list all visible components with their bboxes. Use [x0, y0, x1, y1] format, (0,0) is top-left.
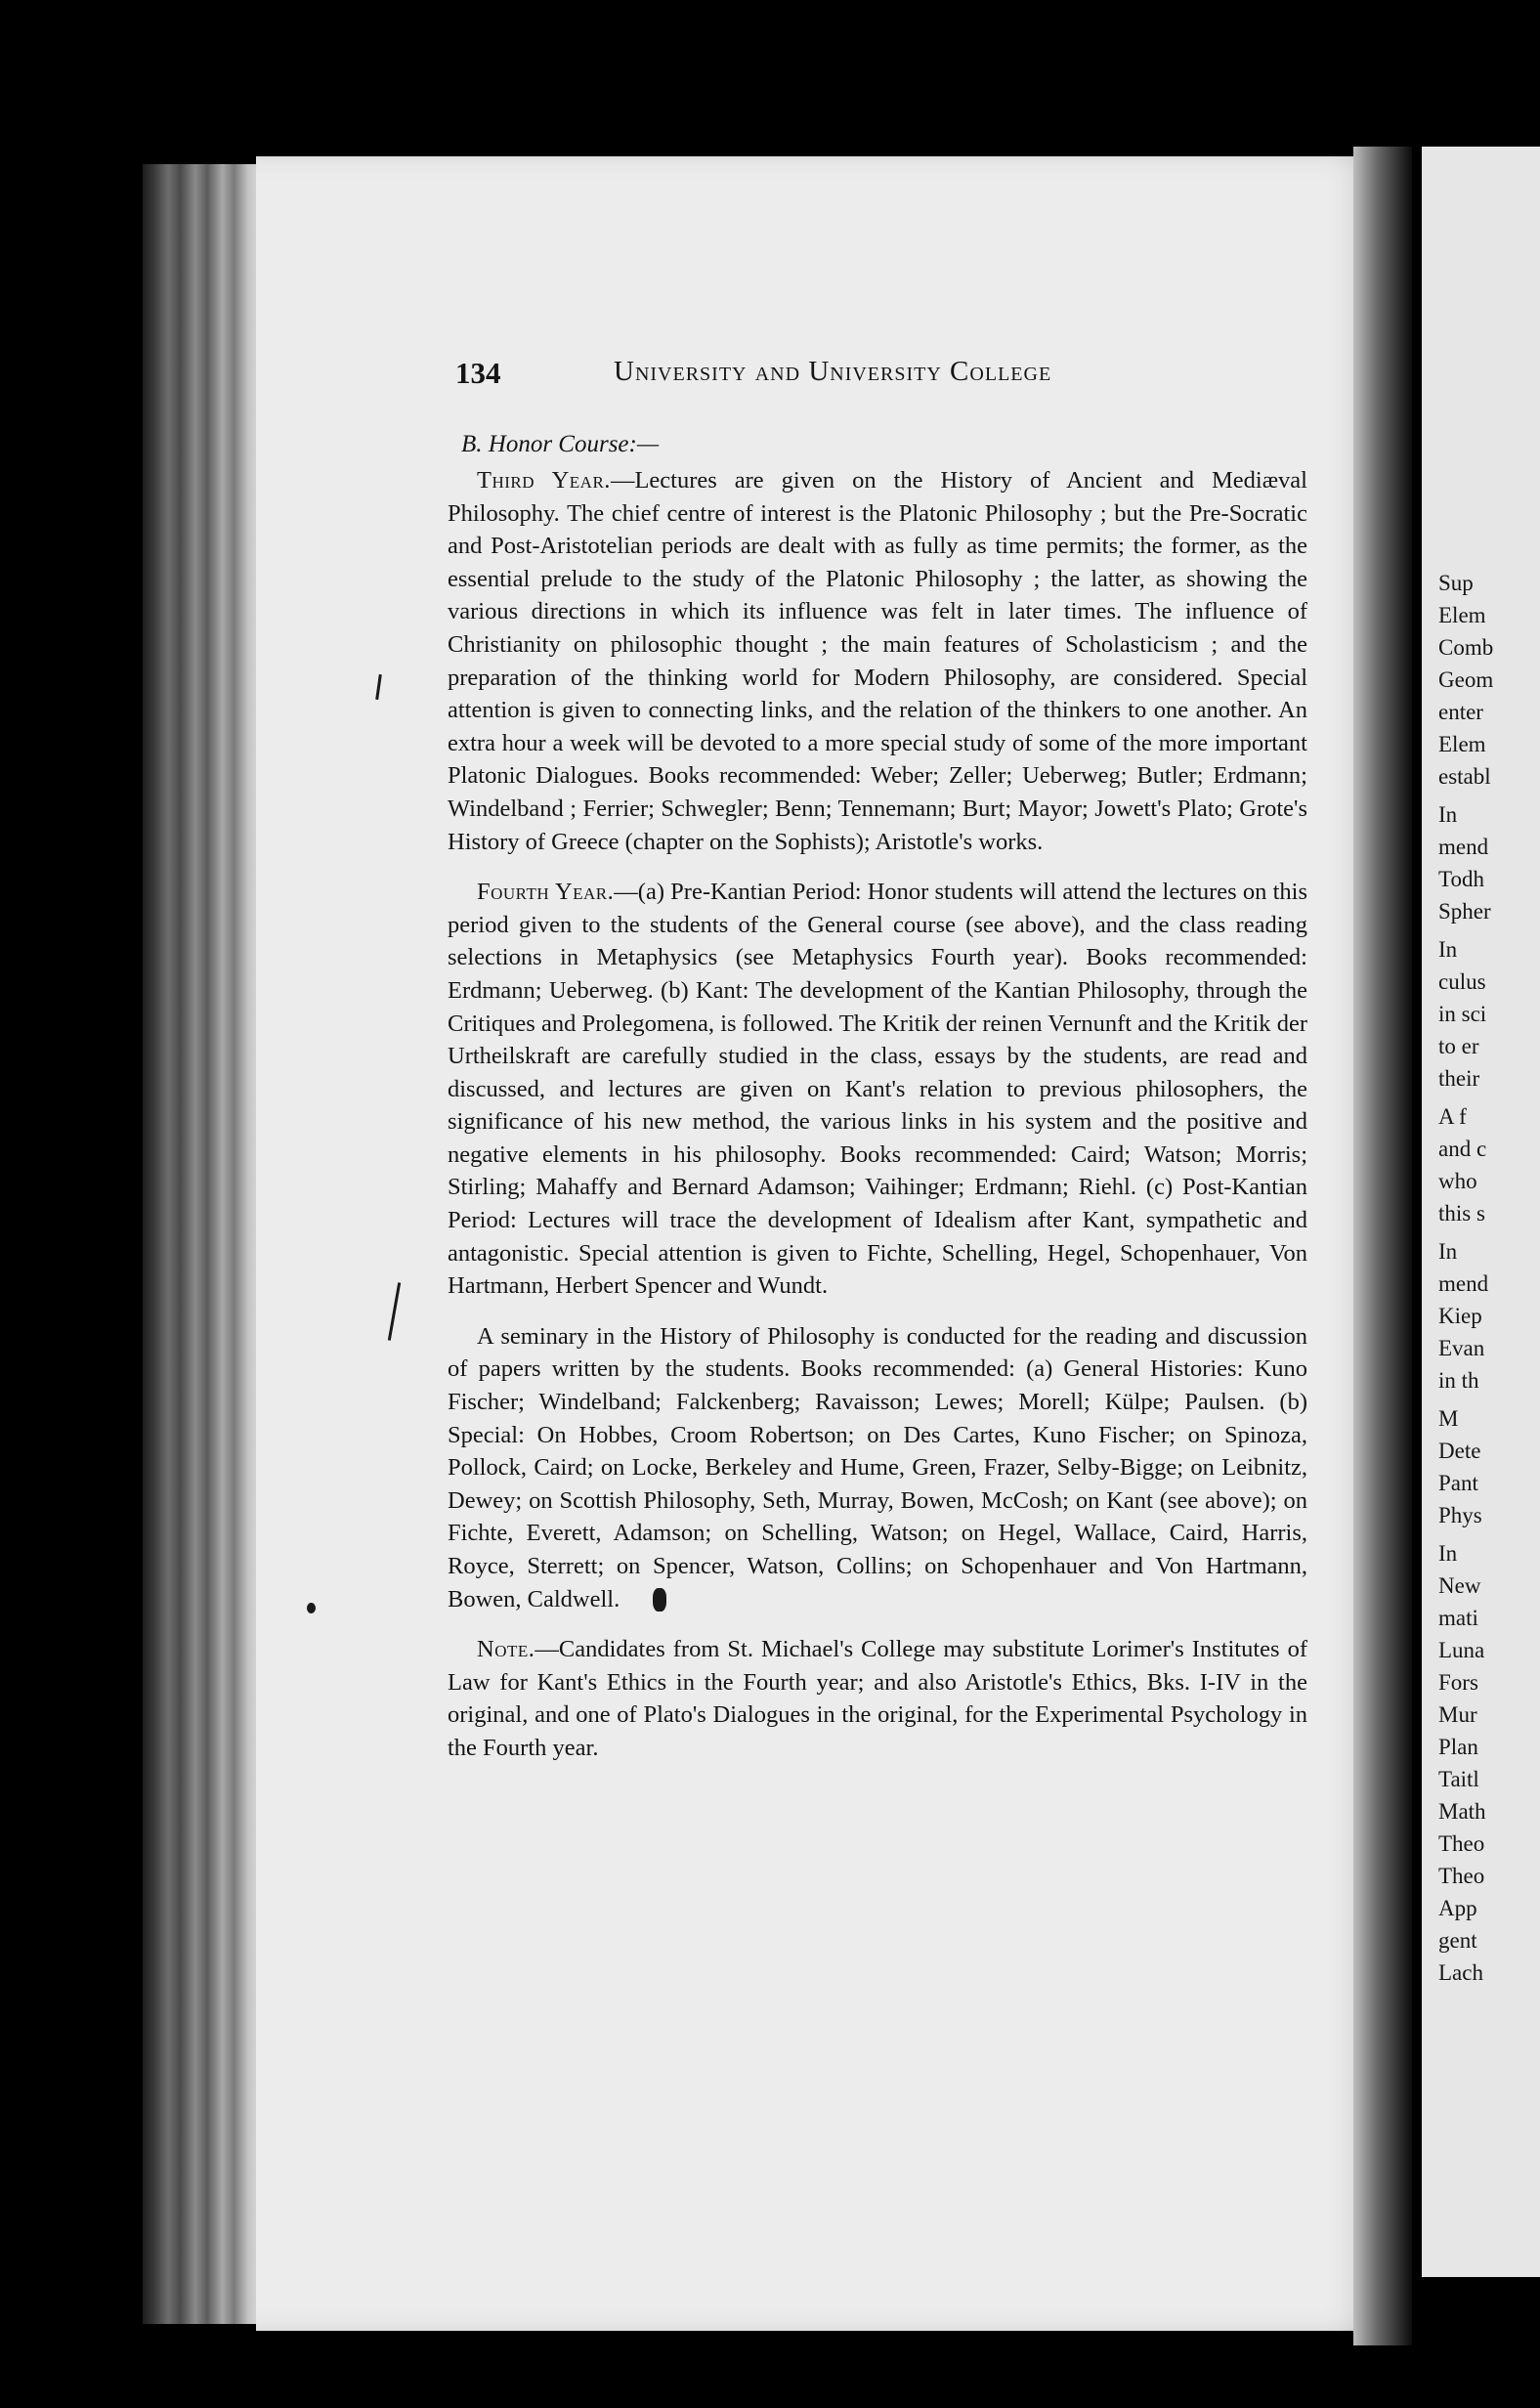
- facing-page-line: gent: [1438, 1928, 1477, 1953]
- facing-page-line: establ: [1438, 764, 1491, 789]
- facing-page-line: In: [1438, 802, 1458, 827]
- facing-page-line: Theo: [1438, 1831, 1485, 1856]
- facing-page-line: Theo: [1438, 1864, 1485, 1888]
- paragraph-text: —(a) Pre-Kantian Period: Honor students will attend the lectures on this period given to the students of the General course (see above), and the class reading selections in Metaphysics (see Metaphysics Fourth year). Books recommended: Erdmann; Ueberweg. (b) Kant: The development of the Kantian Philosophy, through the Critiques and Prolegomena, is followed. The Kritik der reinen Vernunft and the Kritik der Urtheilskraft are carefully studied in the class, essays by the students, are read and discussed, and lectures are given on Kant's relation to previous philosophers, the significance of his new method, the various links in his system and the positive and negative elements in his philosophy. Books recommended: Caird; Watson; Morris; Stirling; Mahaffy and Bernard Adamson; Vaihinger; Erdmann; Riehl. (c) Post-Kantian Period: Lectures will trace the development of Idealism after Kant, sympathetic and antagonistic. Special attention is given to Fichte, Schelling, Hegel, Schopenhauer, Von Hartmann, Herbert Spencer and Wundt.: [448, 879, 1308, 1300]
- facing-page-line: in th: [1438, 1368, 1479, 1393]
- paragraph-fourth-year: [448, 876, 1307, 1303]
- facing-page-line: Taitl: [1438, 1767, 1479, 1791]
- paragraph-seminary: [448, 1320, 1307, 1615]
- running-head: University and University College: [614, 356, 1052, 387]
- facing-page-line: this s: [1438, 1201, 1485, 1226]
- paragraph-note: [448, 1633, 1307, 1764]
- facing-page-line: mend: [1438, 1271, 1489, 1296]
- facing-page-line: In: [1438, 1541, 1458, 1566]
- page-number: 134: [455, 356, 501, 390]
- facing-page-line: enter: [1438, 700, 1483, 724]
- facing-page-line: Comb: [1438, 635, 1494, 660]
- margin-dot-mark: [307, 1603, 316, 1613]
- facing-page-line: who: [1438, 1169, 1477, 1193]
- course-heading: B. Honor Course:—: [461, 431, 660, 457]
- facing-page-line: in sci: [1438, 1002, 1487, 1026]
- facing-page-line: M: [1438, 1406, 1459, 1431]
- paragraph-text: —Candidates from St. Michael's College may substitute Lorimer's Institutes of Law for Kant's Ethics in the Fourth year; and also Aristotle's Ethics, Bks. I-IV in the original, and one of Plato's Dialogues in the original, for the Experimental Psychology in the Fourth year.: [448, 1636, 1307, 1761]
- paragraph-text: —Lectures are given on the History of Ancient and Mediæval Philosophy. The chief centre of interest is the Platonic Philosophy ; but the Pre-Socratic and Post-Aristotelian periods are dealt with as fully as time permits; the former, as the essential prelude to the study of the Platonic Philosophy ; the latter, as showing the various directions in which its influence was felt in later times. The influence of Christianity on philosophic thought ; the main features of Scholasticism ; and the preparation of the thinking world for Modern Philosophy, are considered. Special attention is given to connecting links, and the relation of the thinkers to one another. An extra hour a week will be devoted to a more special study of some of the more important Platonic Dialogues. Books recommended: Weber; Zeller; Ueberweg; Butler; Erdmann; Windelband ; Ferrier; Schwegler; Benn; Tennemann; Burt; Mayor; Jowett's Plato; Grote's History of Greece (chapter on the Sophists); Aristotle's works.: [448, 467, 1307, 855]
- facing-page-line: In: [1438, 1239, 1458, 1264]
- facing-page-line: Pant: [1438, 1471, 1478, 1495]
- facing-page-line: Plan: [1438, 1735, 1478, 1759]
- paragraph-text: A seminary in the History of Philosophy is conducted for the reading and discussion of papers written by the students. Books recommended: (a) General Histories: Kuno Fischer; Windelband; Falckenberg; Ravaisson; Lewes; Morell; Külpe; Paulsen. (b) Special: On Hobbes, Croom Robertson; on Des Cartes, Kuno Fischer; on Spinoza, Pollock, Caird; on Locke, Berkeley and Hume, Green, Frazer, Selby-Bigge; on Leibnitz, Dewey; on Scottish Philosophy, Seth, Murray, Bowen, McCosh; on Kant (see above); on Fichte, Everett, Adamson; on Schelling, Watson; on Hegel, Wallace, Caird, Harris, Royce, Sterrett; on Spencer, Watson, Collins; on Schopenhauer and Von Hartmann, Bowen, Caldwell.: [448, 1322, 1307, 1612]
- paragraph-lead: Note.: [477, 1636, 535, 1663]
- facing-page-line: Elem: [1438, 603, 1486, 627]
- ink-blot-mark: [653, 1588, 666, 1612]
- facing-page-line: Mur: [1438, 1702, 1477, 1727]
- facing-page-line: Math: [1438, 1799, 1486, 1824]
- facing-page-line: mati: [1438, 1606, 1478, 1630]
- page-body: [448, 428, 1307, 1765]
- facing-page-line: Dete: [1438, 1439, 1481, 1463]
- facing-page-line: Todh: [1438, 867, 1484, 891]
- facing-page-line: their: [1438, 1066, 1480, 1091]
- paragraph-third-year: [448, 464, 1307, 858]
- book-gutter: [1353, 147, 1412, 2345]
- facing-page-line: and c: [1438, 1137, 1487, 1161]
- facing-page-line: Lach: [1438, 1960, 1483, 1985]
- paragraph-lead: Fourth Year.: [477, 879, 615, 906]
- facing-page-line: New: [1438, 1573, 1481, 1598]
- facing-page-line: A f: [1438, 1104, 1467, 1129]
- facing-page-line: to er: [1438, 1034, 1479, 1058]
- facing-page-line: In: [1438, 937, 1458, 962]
- facing-page-line: Sup: [1438, 571, 1474, 595]
- facing-page-line: Evan: [1438, 1336, 1485, 1360]
- facing-page-line: Kiep: [1438, 1304, 1482, 1328]
- paragraph-lead: Third Year.: [477, 467, 611, 494]
- facing-page-line: Luna: [1438, 1638, 1485, 1662]
- book-page-edge: [143, 164, 260, 2324]
- facing-page-line: culus: [1438, 969, 1486, 994]
- facing-page-line: Geom: [1438, 667, 1494, 692]
- facing-page-line: App: [1438, 1896, 1477, 1920]
- facing-page-line: Elem: [1438, 732, 1486, 756]
- facing-page-line: Phys: [1438, 1503, 1482, 1527]
- facing-page-line: mend: [1438, 835, 1489, 859]
- facing-page-line: Spher: [1438, 899, 1491, 924]
- facing-page-line: Fors: [1438, 1670, 1478, 1695]
